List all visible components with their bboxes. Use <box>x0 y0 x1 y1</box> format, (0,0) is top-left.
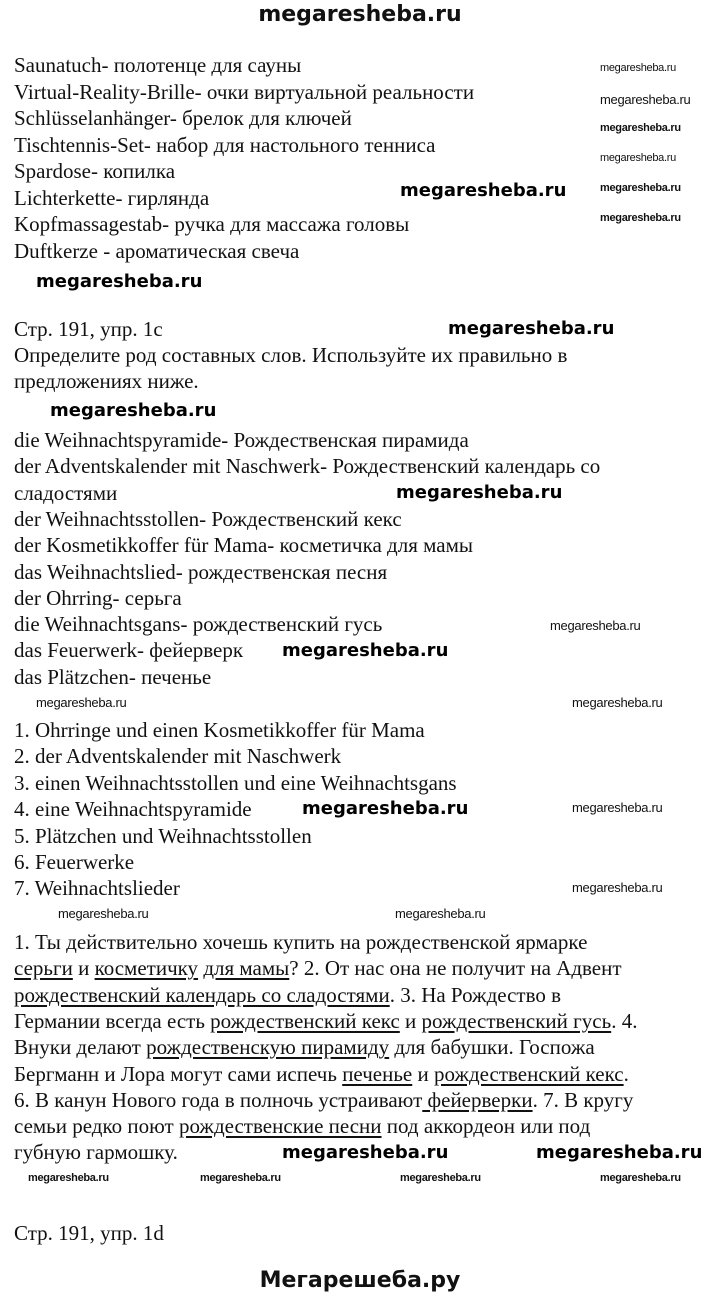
underlined-phrase: печенье <box>342 1061 413 1086</box>
translation-line <box>14 1113 590 1139</box>
text-segment: и <box>72 956 95 981</box>
translation-line <box>14 982 561 1008</box>
word-item: das Feuerwerk- фейерверк <box>14 638 244 663</box>
vocab-item: Tischtennis-Set- набор для настольного тенниса <box>14 133 436 157</box>
underlined-phrase: рождественскую пирамиду <box>146 1035 390 1060</box>
text-segment: 1. Ты действительно хочешь купить на рождественской ярмарке <box>14 930 588 954</box>
answer-item: 6. Feuerwerke <box>14 850 135 874</box>
text-segment: семьи редко поют <box>14 1114 179 1139</box>
text-segment: под аккордеон или под <box>381 1114 591 1139</box>
site-header: megaresheba.ru <box>258 2 462 27</box>
word-item: die Weihnachtsgans- рождественский гусь <box>14 612 383 637</box>
watermark: megaresheba.ru <box>200 1172 281 1184</box>
watermark: megaresheba.ru <box>302 798 469 819</box>
watermark: megaresheba.ru <box>282 1142 449 1163</box>
task-text: предложениях ниже. <box>14 369 199 393</box>
translation-line <box>14 1087 633 1113</box>
watermark: megaresheba.ru <box>36 271 203 292</box>
translation-line <box>14 1008 637 1034</box>
underlined-phrase: для мамы <box>203 956 290 981</box>
underlined-phrase: рождественские песни <box>178 1114 382 1139</box>
watermark: megaresheba.ru <box>550 618 641 633</box>
underlined-phrase: рождественский гусь <box>421 1008 612 1033</box>
watermark: megaresheba.ru <box>448 318 615 339</box>
underlined-phrase: косметичку <box>94 956 199 981</box>
translation-line <box>14 1139 178 1165</box>
underlined-phrase: фейерверки <box>422 1087 533 1112</box>
word-item: die Weihnachtspyramide- Рождественская пирамида <box>14 428 469 452</box>
text-segment: Внуки делают <box>14 1035 147 1060</box>
watermark: megaresheba.ru <box>600 1172 681 1184</box>
watermark: megaresheba.ru <box>572 800 663 815</box>
watermark: megaresheba.ru <box>600 152 676 164</box>
text-segment: ? 2. От нас она не получит на Адвент <box>289 956 622 981</box>
watermark: megaresheba.ru <box>36 695 127 710</box>
underlined-phrase: рождественский кекс <box>434 1061 624 1086</box>
vocab-item: Kopfmassagestab- ручка для массажа головы <box>14 212 410 236</box>
watermark: megaresheba.ru <box>600 122 681 134</box>
watermark: megaresheba.ru <box>600 62 676 74</box>
translation-line <box>14 1034 595 1060</box>
word-item: das Weihnachtslied- рождественская песня <box>14 559 388 584</box>
answer-item: 7. Weihnachtslieder <box>14 876 180 901</box>
text-segment: 6. В канун Нового года в полночь устраивают <box>14 1087 423 1112</box>
watermark: megaresheba.ru <box>572 695 663 710</box>
text-segment: и <box>412 1061 434 1086</box>
watermark: megaresheba.ru <box>536 1142 703 1163</box>
vocab-item: Duftkerze - ароматическая свеча <box>14 239 300 263</box>
watermark: megaresheba.ru <box>396 482 563 503</box>
text-segment: . 3. На Рождество в <box>389 982 562 1007</box>
text-segment: для бабушки. Госпожа <box>389 1035 595 1060</box>
watermark: megaresheba.ru <box>600 92 691 107</box>
vocab-item: Lichterkette- гирлянда <box>14 186 210 210</box>
underlined-phrase: рождественский кекс <box>210 1008 400 1033</box>
word-item: der Adventskalender mit Naschwerk- Рождественский календарь со <box>14 454 601 479</box>
task-text: Определите род составных слов. Используйте их правильно в <box>14 343 568 367</box>
text-segment: губную гармошку. <box>14 1140 178 1165</box>
watermark: megaresheba.ru <box>400 1172 481 1184</box>
answer-item: 2. der Adventskalender mit Naschwerk <box>14 744 342 769</box>
watermark: megaresheba.ru <box>600 182 681 194</box>
word-item: der Ohrring- серьга <box>14 585 182 610</box>
answer-item: 4. eine Weihnachtspyramide <box>14 797 252 822</box>
watermark: megaresheba.ru <box>572 880 663 895</box>
translation-line <box>14 955 622 981</box>
exercise-heading: Стр. 191, упр. 1d <box>14 1221 164 1245</box>
underlined-phrase: рождественский календарь со сладостями <box>14 982 390 1007</box>
underlined-phrase: серьги <box>14 956 73 981</box>
answer-item: 5. Plätzchen und Weihnachtsstollen <box>14 823 312 848</box>
site-footer: Мегарешеба.ру <box>259 1268 461 1293</box>
vocab-item: Spardose- копилка <box>14 159 176 183</box>
translation-line <box>14 929 587 955</box>
answer-item: 1. Ohrringe und einen Kosmetikkoffer für Mama <box>14 718 425 742</box>
word-item: сладостями <box>14 480 118 505</box>
text-segment: Германии всегда есть <box>14 1008 211 1033</box>
watermark: megaresheba.ru <box>600 212 681 224</box>
vocab-item: Virtual-Reality-Brille- очки виртуальной реальности <box>14 80 475 104</box>
watermark: megaresheba.ru <box>58 906 149 921</box>
watermark: megaresheba.ru <box>50 400 217 421</box>
text-segment: . 7. В кругу <box>532 1087 634 1112</box>
text-segment: и <box>399 1008 422 1033</box>
word-item: das Plätzchen- печенье <box>14 664 212 689</box>
text-segment: . <box>623 1061 629 1086</box>
translation-line <box>14 1061 629 1087</box>
word-item: der Kosmetikkoffer für Mama- косметичка для мамы <box>14 533 473 558</box>
watermark: megaresheba.ru <box>282 640 449 661</box>
vocab-item: Saunatuch- полотенце для сауны <box>14 53 302 77</box>
watermark: megaresheba.ru <box>400 180 567 201</box>
exercise-heading: Стр. 191, упр. 1c <box>14 317 163 341</box>
watermark: megaresheba.ru <box>28 1172 109 1184</box>
text-segment: . 4. <box>611 1008 638 1033</box>
vocab-item: Schlüsselanhänger- брелок для ключей <box>14 106 352 130</box>
watermark: megaresheba.ru <box>395 906 486 921</box>
answer-item: 3. einen Weihnachtsstollen und eine Weihnachtsgans <box>14 770 457 795</box>
word-item: der Weihnachtsstollen- Рождественский кекс <box>14 506 402 531</box>
text-segment: Бергманн и Лора могут сами испечь <box>14 1061 343 1086</box>
